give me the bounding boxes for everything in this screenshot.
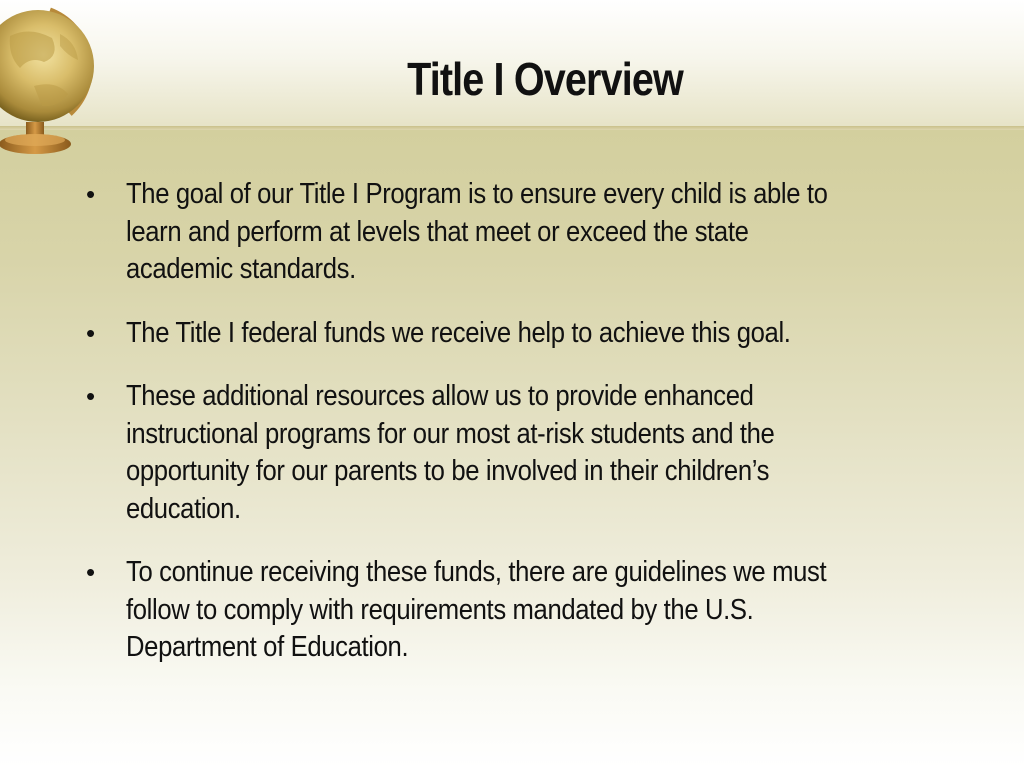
bullet-text: The goal of our Title I Program is to ensure every child is able to learn and perform at levels that meet or exceed the state academic standards.	[126, 178, 828, 285]
bullet-list	[86, 176, 946, 693]
bullet-marker: •	[86, 317, 96, 348]
bullet-marker: •	[86, 381, 96, 411]
list-item	[86, 378, 946, 528]
list-item	[86, 554, 946, 667]
bullet-marker: •	[86, 557, 96, 587]
list-item	[86, 315, 946, 353]
bullet-text: To continue receiving these funds, there are guidelines we must follow to comply with requirements mandated by the U.S. Department of Education.	[126, 556, 827, 663]
bullet-marker: •	[86, 179, 96, 209]
slide-title: Title I Overview	[407, 53, 683, 105]
bullet-text: These additional resources allow us to provide enhanced instructional programs for our most at-risk students and the opportunity for our parents to be involved in their children’s education.	[126, 380, 775, 525]
bullet-text: The Title I federal funds we receive help to achieve this goal.	[126, 316, 791, 349]
globe-icon	[0, 0, 110, 171]
list-item	[86, 176, 946, 289]
